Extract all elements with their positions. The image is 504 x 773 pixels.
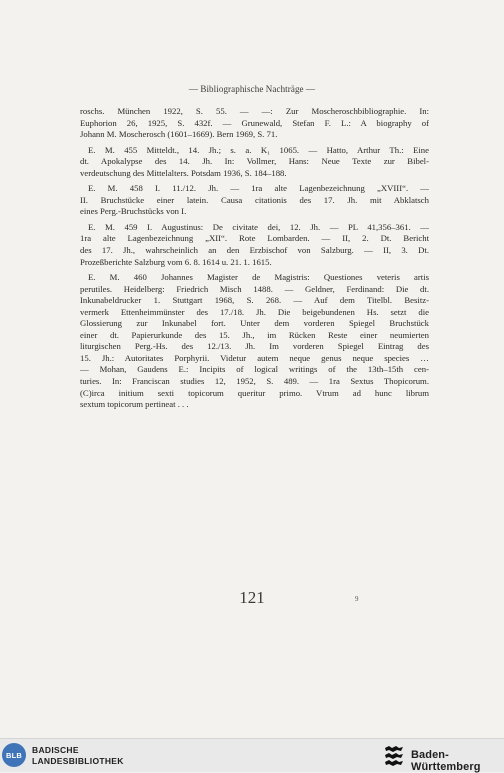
text-line: einer dt. Papierurkunde des 15. Jh., im Rücken Reste einer neumierten [80, 329, 429, 340]
text-line: vermerk Ettenheimmünster des 17./18. Jh. Die beigebundenen Hs. setzt die [80, 306, 429, 317]
text-line: liturgischen Perg.-Hs. des 12./13. Jh. Im vorderen Spiegel Eintrag des [80, 341, 429, 352]
text-line: Euphorion 26, 1925, S. 432f. — Grunewald, Stefan F. L.: A biography of [80, 117, 429, 128]
body-text [80, 106, 429, 415]
library-name-line1: BADISCHE [32, 745, 79, 755]
signature-mark: 9 [355, 595, 359, 603]
entry-em-455 [80, 145, 429, 180]
state-name[interactable]: Baden-Württemberg [411, 749, 481, 773]
text-line: — Mohan, Gaudens E.: Incipits of logical writings of the 13th–15th cen- [80, 364, 429, 375]
text-line: perutiles. Heidelberg: Friedrich Misch 1488. — Geldner, Ferdinand: Die dt. [80, 283, 429, 294]
text-line: turies. In: Franciscan studies 12, 1952, S. 489. — 1ra Sextus Thopicorum. [80, 376, 429, 387]
library-name-line2: LANDESBIBLIOTHEK [32, 756, 124, 766]
baden-wuerttemberg-lions-icon[interactable] [383, 744, 405, 768]
text-line: 15. Jh.: Autoritates Porphyrii. Videtur autem neque genus neque species … [80, 352, 429, 363]
page-number: 121 [239, 588, 265, 607]
text-line: dt. Apokalypse des 14. Jh. In: Vollmer, Hans: Neue Texte zur Bibel- [80, 156, 429, 167]
text-line: (C)irca initium sexti topicorum queritur primo. Vtrum ad hunc librum [80, 387, 429, 398]
text-line: Prozeßberichte Salzburg vom 6. 8. 1614 u. 21. 1. 1615. [80, 256, 272, 267]
text-line: eines Perg.-Bruchstücks von I. [80, 206, 187, 217]
text-line: 1ra alte Lagenbezeichnung „XII“. Rote Lombarden. — II, 2. Dt. Bericht [80, 233, 429, 244]
text-line: Glossierung zur Inkunabel fort. Unter dem vorderen Spiegel Bruchstück [80, 318, 429, 329]
text-line: E. M. 460 Johannes Magister de Magistris: Questiones veteris artis [88, 272, 429, 283]
paragraph-continuation [80, 106, 429, 141]
text-line: roschs. München 1922, S. 55. — —: Zur Moscheroschbibliographie. In: [80, 106, 429, 116]
text-line: verdeutschung des Mittelalters. Potsdam 1936, S. 184–188. [80, 167, 287, 178]
text-line: Johann M. Moscherosch (1601–1669). Bern 1969, S. 71. [80, 129, 278, 140]
entry-em-459 [80, 222, 429, 268]
blb-logo-icon[interactable]: BLB [2, 743, 26, 767]
text-line: sextum topicorum pertineat . . . [80, 399, 189, 410]
text-line: Inkunabeldrucker 1. Stuttgart 1968, S. 268. — Auf dem Titelbl. Besitz- [80, 295, 429, 306]
text-line: E. M. 459 I. Augustinus: De civitate dei, 12. Jh. — PL 41,356–361. — [88, 221, 429, 232]
library-name[interactable] [32, 745, 124, 767]
entry-em-460 [80, 272, 429, 411]
entry-em-458 [80, 183, 429, 218]
running-head: — Bibliographische Nachträge — [188, 84, 316, 94]
footer-bar [0, 738, 504, 772]
text-line: E. M. 458 I. 11./12. Jh. — 1ra alte Lagenbezeichnung „XVIII“. — [88, 183, 429, 194]
text-line: II. Bruchstücke einer latein. Causa citationis des 17. Jh. mit Abklatsch [80, 194, 429, 205]
text-line: des 17. Jh., wahrscheinlich an den Erzbischof von Salzburg. — II, 3. Dt. [80, 245, 429, 256]
text-line: E. M. 455 Mitteldt., 14. Jh.; s. a. K₁ 1065. — Hatto, Arthur Th.: Eine [88, 144, 429, 155]
